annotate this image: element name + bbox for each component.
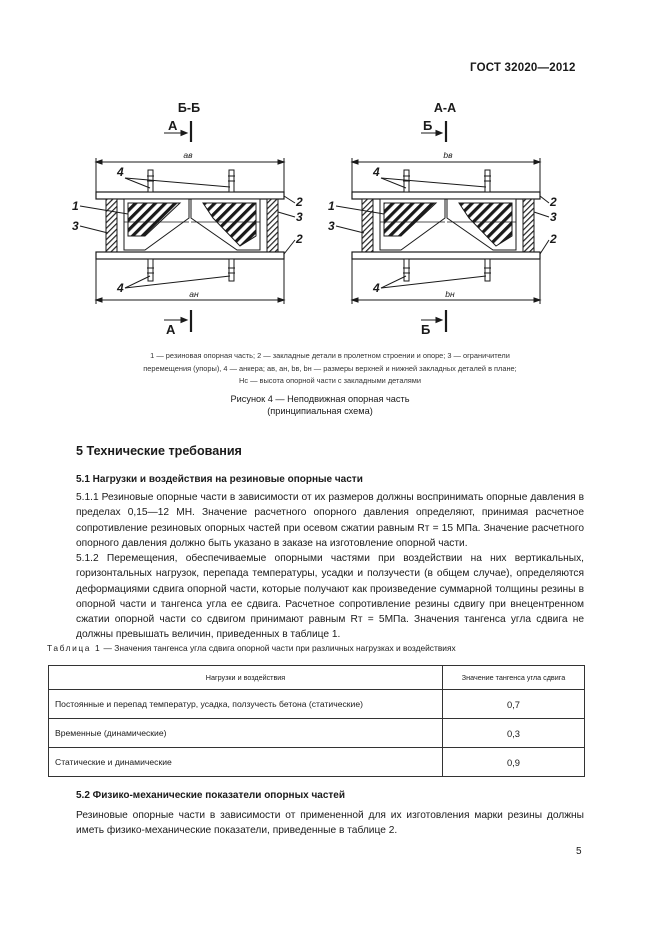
r-callout-3-left: 3	[328, 219, 335, 233]
table-cell-value: 0,7	[443, 690, 585, 719]
figure-caption	[150, 393, 490, 417]
legend-line-3: Hс — высота опорной части с закладными деталями	[239, 376, 421, 386]
r-callout-1: 1	[328, 199, 335, 213]
paragraph-5-2: Резиновые опорные части в зависимости от примененной для их изготовления марки резины должны иметь физико-механические показатели, приведенные в таблице 2.	[76, 810, 584, 837]
table-cell-load: Временные (динамические)	[49, 719, 443, 748]
right-top-dim: bв	[443, 150, 453, 160]
left-top-dim: aв	[183, 150, 193, 160]
right-cut-top-label: Б	[423, 118, 433, 133]
caption-line-1: Рисунок 4 — Неподвижная опорная часть	[230, 394, 410, 404]
right-view	[328, 101, 557, 337]
r-callout-4-bottom: 4	[373, 281, 380, 295]
r-callout-2-bottom: 2	[550, 232, 557, 246]
table-col-loads: Нагрузки и воздействия	[49, 666, 443, 690]
right-bottom-dim: bн	[445, 289, 455, 299]
section-5-1-title: 5.1 Нагрузки и воздействия на резиновые опорные части	[76, 474, 363, 485]
left-cut-top-label: А	[168, 118, 178, 133]
callout-2-top: 2	[296, 195, 303, 209]
r-callout-4-top: 4	[373, 165, 380, 179]
table-row	[49, 748, 585, 777]
legend-line-2: перемещения (упоры), 4 — анкера; aв, aн, bв, bн — размеры верхней и нижней закладных деталей в плане;	[143, 363, 517, 373]
legend-line-1: 1 — резиновая опорная часть; 2 — закладные детали в пролетном строении и опоре; 3 — ограничители	[150, 351, 510, 360]
left-view	[72, 101, 303, 337]
standard-header: ГОСТ 32020—2012	[470, 62, 576, 74]
paragraph-5-1-2: 5.1.2 Перемещения, обеспечиваемые опорными частями при воздействии на них вертикальных, горизонтальных нагрузок, перепада температуры, усадки и ползучести (в общем случае), определяются деформациями сдвига опорной части, которые получают как произведение суммарной толщины резины в опорной части и тангенса угла ее сдвига. Расчетное сопротивление резины сдвигу при внецентренном сжатии опорной части со сдвигом принимают равным Rт = 5МПа. Значения тангенса угла сдвига не должны превышать величин, приведенных в таблице 1.	[76, 553, 584, 641]
right-section-title: А-А	[433, 101, 457, 115]
callout-1: 1	[72, 199, 79, 213]
table-row	[49, 690, 585, 719]
callout-3-left: 3	[72, 219, 79, 233]
section-5-2-title: 5.2 Физико-механические показатели опорных частей	[76, 790, 346, 801]
table-cell-value: 0,9	[443, 748, 585, 777]
table-1-label: Таблица 1	[47, 643, 102, 653]
callout-4-top: 4	[117, 165, 124, 179]
table-1	[48, 665, 585, 777]
callout-2-bottom: 2	[296, 232, 303, 246]
table-header-row	[49, 666, 585, 690]
bearing-figure	[0, 0, 661, 350]
table-cell-load: Постоянные и перепад температур, усадка, ползучесть бетона (статические)	[49, 690, 443, 719]
table-col-tangent: Значение тангенса угла сдвига	[443, 666, 585, 690]
left-section-title: Б-Б	[177, 101, 201, 115]
table-1-caption-text: — Значения тангенса угла сдвига опорной части при различных нагрузках и воздействиях	[101, 643, 456, 653]
caption-line-2: (принципиальная схема)	[267, 406, 373, 416]
table-1-caption	[47, 643, 456, 653]
section-5-title: 5 Технические требования	[76, 444, 242, 458]
paragraph-5-1-1: 5.1.1 Резиновые опорные части в зависимости от их размеров должны воспринимать опорные давления в пределах 0,15—12 МН. Значение расчетного опорного давления определяют, принимая расчетное сопротивление резиновых опорных частей при осевом сжатии равным Rт = 15 МПа. Значение расчетного опорного давления должно быть указано в заказе на изготовление опорной части.	[76, 492, 584, 549]
callout-3-right: 3	[296, 210, 303, 224]
table-row	[49, 719, 585, 748]
page-number: 5	[576, 846, 582, 857]
r-callout-3-right: 3	[550, 210, 557, 224]
callout-4-bottom: 4	[117, 281, 124, 295]
table-cell-value: 0,3	[443, 719, 585, 748]
left-cut-bottom-label: А	[166, 322, 176, 337]
right-cut-bottom-label: Б	[421, 322, 431, 337]
r-callout-2-top: 2	[550, 195, 557, 209]
left-bottom-dim: aн	[189, 289, 199, 299]
figure-legend	[90, 350, 570, 388]
table-cell-load: Статические и динамические	[49, 748, 443, 777]
